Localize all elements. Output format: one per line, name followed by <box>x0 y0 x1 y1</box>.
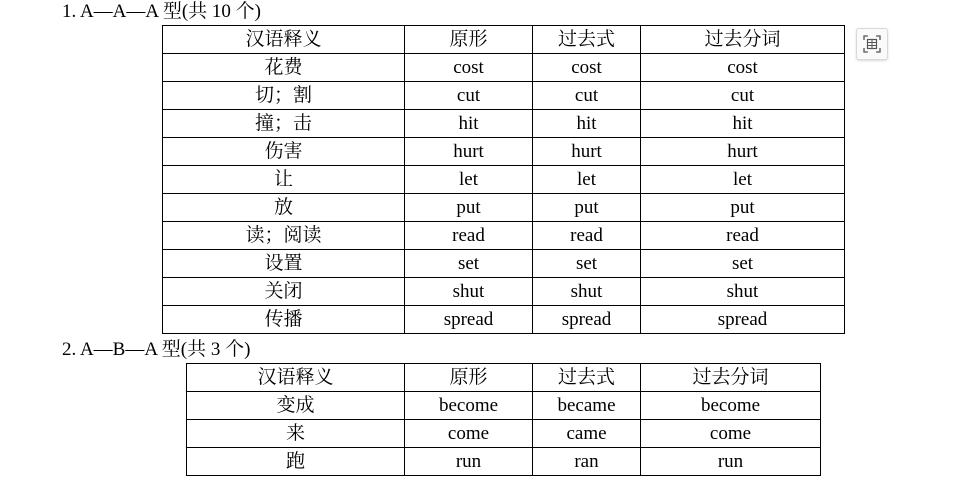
table-select-icon[interactable] <box>856 28 888 60</box>
table-cell: shut <box>405 278 533 306</box>
table-cell: spread <box>641 306 845 334</box>
column-header: 过去分词 <box>641 26 845 54</box>
table-cell: 来 <box>187 420 405 448</box>
table-cell: read <box>405 222 533 250</box>
table-cell: come <box>641 420 821 448</box>
table-cell: cut <box>405 82 533 110</box>
table-cell: cost <box>641 54 845 82</box>
table-row <box>163 166 845 194</box>
table-cell: set <box>405 250 533 278</box>
table-cell: 让 <box>163 166 405 194</box>
table-cell: 伤害 <box>163 138 405 166</box>
section-1-heading: 1. A—A—A 型(共 10 个) <box>62 1 261 22</box>
table-cell: read <box>641 222 845 250</box>
table-cell: hit <box>533 110 641 138</box>
column-header: 过去分词 <box>641 364 821 392</box>
column-header: 汉语释义 <box>163 26 405 54</box>
table-cell: come <box>405 420 533 448</box>
table-cell: cost <box>405 54 533 82</box>
table-row <box>187 420 821 448</box>
table-row <box>163 278 845 306</box>
table-row <box>187 392 821 420</box>
column-header: 原形 <box>405 364 533 392</box>
table-cell: become <box>641 392 821 420</box>
table-cell: 关闭 <box>163 278 405 306</box>
table-cell: put <box>405 194 533 222</box>
table-cell: become <box>405 392 533 420</box>
table-row <box>163 306 845 334</box>
table-cell: shut <box>533 278 641 306</box>
table-cell: let <box>641 166 845 194</box>
table-cell: 传播 <box>163 306 405 334</box>
table-row <box>187 448 821 476</box>
table-cell: run <box>641 448 821 476</box>
table-select-icon-glyph <box>863 35 881 53</box>
table-row <box>163 54 845 82</box>
table-cell: hit <box>405 110 533 138</box>
table-row <box>163 222 845 250</box>
table-cell: cut <box>641 82 845 110</box>
table-cell: spread <box>533 306 641 334</box>
column-header: 过去式 <box>533 364 641 392</box>
column-header: 过去式 <box>533 26 641 54</box>
table-cell: let <box>533 166 641 194</box>
table-cell: hit <box>641 110 845 138</box>
table-cell: 切；割 <box>163 82 405 110</box>
table-row <box>163 250 845 278</box>
table-cell: 读；阅读 <box>163 222 405 250</box>
table-row <box>163 110 845 138</box>
table-cell: ran <box>533 448 641 476</box>
table-cell: cost <box>533 54 641 82</box>
table-cell: 跑 <box>187 448 405 476</box>
table-cell: 变成 <box>187 392 405 420</box>
table-cell: set <box>641 250 845 278</box>
table-cell: shut <box>641 278 845 306</box>
column-header: 原形 <box>405 26 533 54</box>
table-cell: 撞；击 <box>163 110 405 138</box>
table-cell: spread <box>405 306 533 334</box>
table-cell: hurt <box>641 138 845 166</box>
table-cell: became <box>533 392 641 420</box>
table-header-row <box>187 364 821 392</box>
table-row <box>163 194 845 222</box>
aba-verbs-table <box>186 363 821 476</box>
table-cell: hurt <box>533 138 641 166</box>
table-cell: came <box>533 420 641 448</box>
aaa-verbs-table <box>162 25 845 334</box>
table-cell: let <box>405 166 533 194</box>
table-cell: 花费 <box>163 54 405 82</box>
table-cell: run <box>405 448 533 476</box>
table-cell: cut <box>533 82 641 110</box>
table-row <box>163 82 845 110</box>
table-cell: hurt <box>405 138 533 166</box>
table-cell: 设置 <box>163 250 405 278</box>
table-cell: set <box>533 250 641 278</box>
table-cell: 放 <box>163 194 405 222</box>
column-header: 汉语释义 <box>187 364 405 392</box>
table-row <box>163 138 845 166</box>
table-cell: put <box>641 194 845 222</box>
table-cell: read <box>533 222 641 250</box>
table-cell: put <box>533 194 641 222</box>
table-header-row <box>163 26 845 54</box>
section-2-heading: 2. A—B—A 型(共 3 个) <box>62 339 251 360</box>
